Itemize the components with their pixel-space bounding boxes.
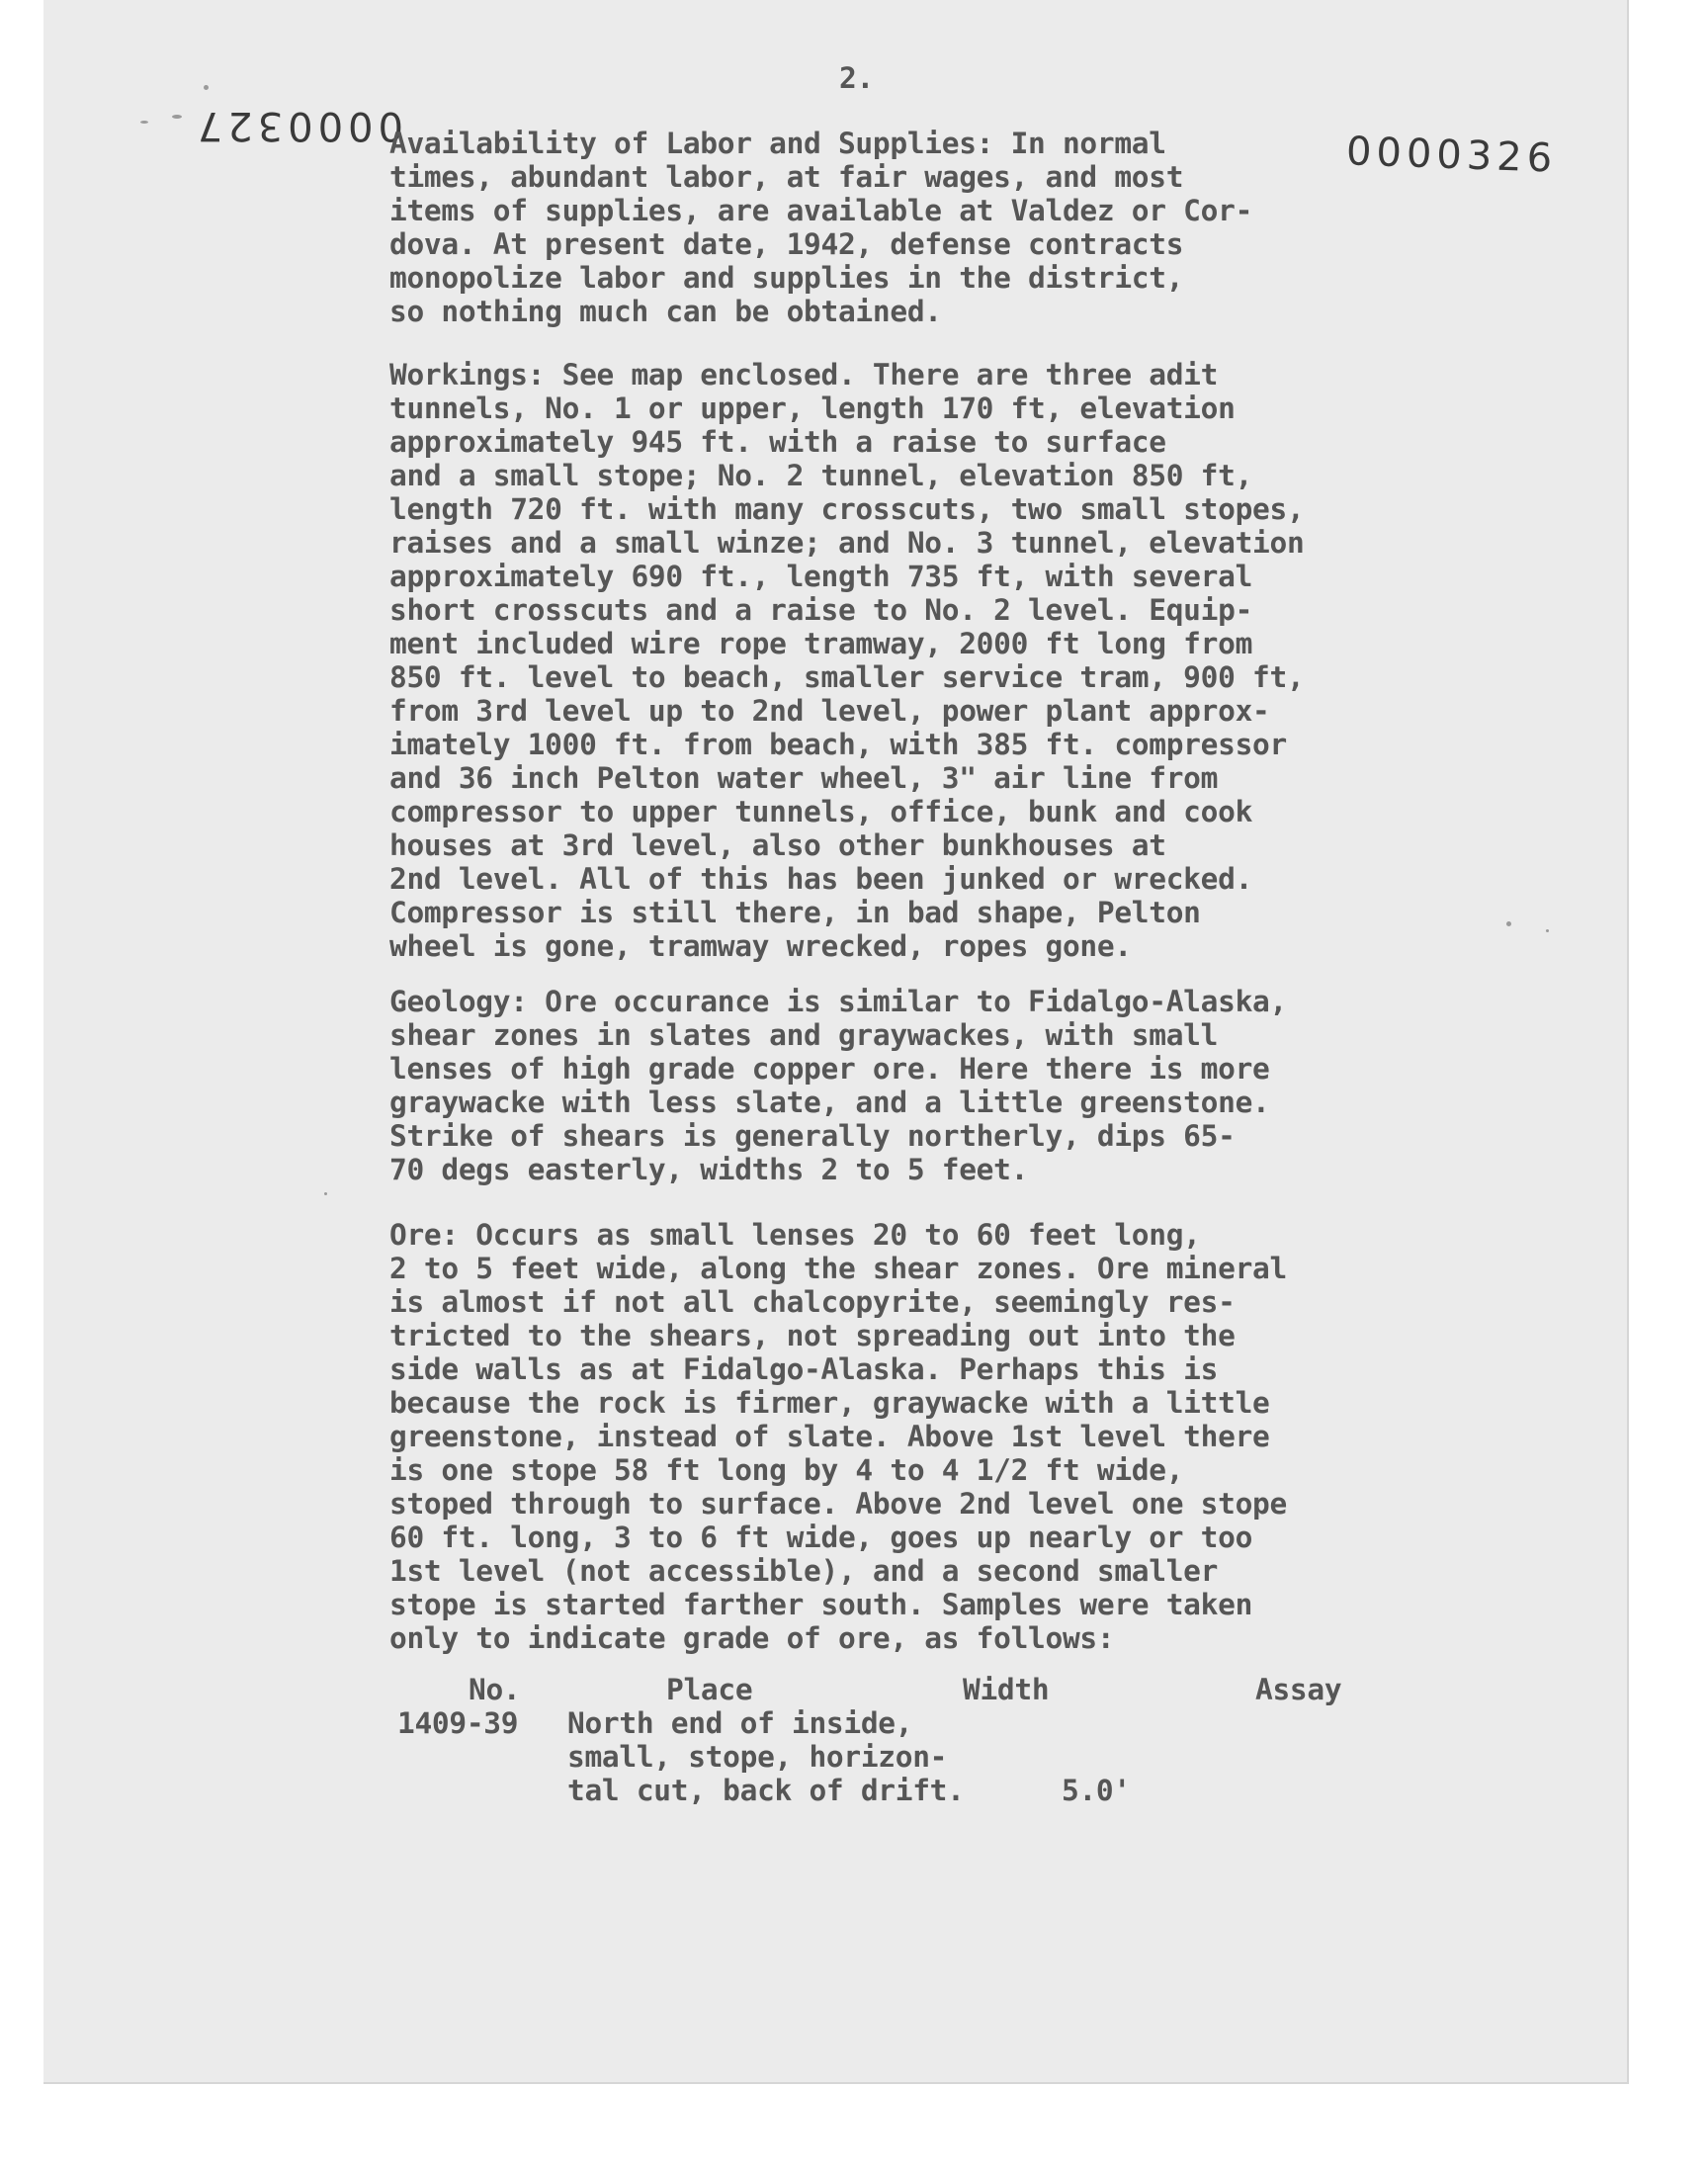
scan-speck bbox=[140, 121, 148, 124]
document-number-stamp-left: 0000327 bbox=[192, 103, 403, 148]
section-ore: Ore: Occurs as small lenses 20 to 60 feet long, 2 to 5 feet wide, along the shear zones. Ore mineral is almost if not all chalcopyrite, seemingly res- tricted to the shears, not spreading out into the side walls as at Fidalgo-Alaska. Perhaps this is because the rock is firmer, graywacke with a little greenstone, instead of slate. Above 1st level there is one stope 58 ft long by 4 to 4 1/2 ft wide, stoped through to surface. Above 2nd level one stope 60 ft. long, 3 to 6 ft wide, goes up nearly or too 1st level (not accessible), and a second smaller stope is started farther south. Samples were taken only to indicate grade of ore, as follows: bbox=[389, 1218, 1287, 1655]
column-header-place: Place bbox=[666, 1673, 753, 1706]
column-header-assay: Assay bbox=[1255, 1673, 1342, 1706]
scan-speck bbox=[172, 115, 182, 119]
sample-width-cell: 5.0' bbox=[1062, 1774, 1131, 1807]
scan-speck bbox=[324, 1192, 327, 1195]
page-number: 2. bbox=[839, 61, 874, 95]
sample-place-cell: North end of inside, small, stope, horizon- tal cut, back of drift. bbox=[567, 1706, 965, 1807]
section-geology: Geology: Ore occurance is similar to Fidalgo-Alaska, shear zones in slates and graywackes, with small lenses of high grade copper ore. Here there is more graywacke with less slate, and a little greenstone. Strike of shears is generally northerly, dips 65- 70 degs easterly, widths 2 to 5 feet. bbox=[389, 985, 1287, 1186]
column-header-no: No. bbox=[469, 1673, 521, 1706]
scan-speck bbox=[1506, 921, 1511, 926]
section-workings: Workings: See map enclosed. There are three adit tunnels, No. 1 or upper, length 170 ft, elevation approximately 945 ft. with a raise to surface and a small stope; No. 2 tunnel, elevation 850 ft, length 720 ft. with many crosscuts, two small stopes, raises and a small winze; and No. 3 tunnel, elevation approximately 690 ft., length 735 ft, with several short crosscuts and a raise to No. 2 level. Equip- ment included wire rope tramway, 2000 ft long from 850 ft. level to beach, smaller service tram, 900 ft, from 3rd level up to 2nd level, power plant approx- imately 1000 ft. from beach, with 385 ft. compressor and 36 inch Pelton water wheel, 3" air line from compressor to upper tunnels, office, bunk and cook houses at 3rd level, also other bunkhouses at 2nd level. All of this has been junked or wrecked. Compressor is still there, in bad shape, Pelton wheel is gone, tramway wrecked, ropes gone. bbox=[389, 358, 1305, 963]
sample-table bbox=[389, 1673, 1477, 1811]
document-page bbox=[43, 0, 1629, 2084]
scan-speck bbox=[204, 85, 209, 90]
column-header-width: Width bbox=[963, 1673, 1050, 1706]
section-availability-labor-supplies: Availability of Labor and Supplies: In normal times, abundant labor, at fair wages, and most items of supplies, are available at Valdez or Cor- dova. At present date, 1942, defense contracts monopolize labor and supplies in the district, so nothing much can be obtained. bbox=[389, 127, 1253, 328]
document-number-stamp-right: 0000326 bbox=[1345, 129, 1558, 182]
scan-speck bbox=[1546, 929, 1549, 932]
sample-number-cell: 1409-39 bbox=[397, 1706, 519, 1740]
